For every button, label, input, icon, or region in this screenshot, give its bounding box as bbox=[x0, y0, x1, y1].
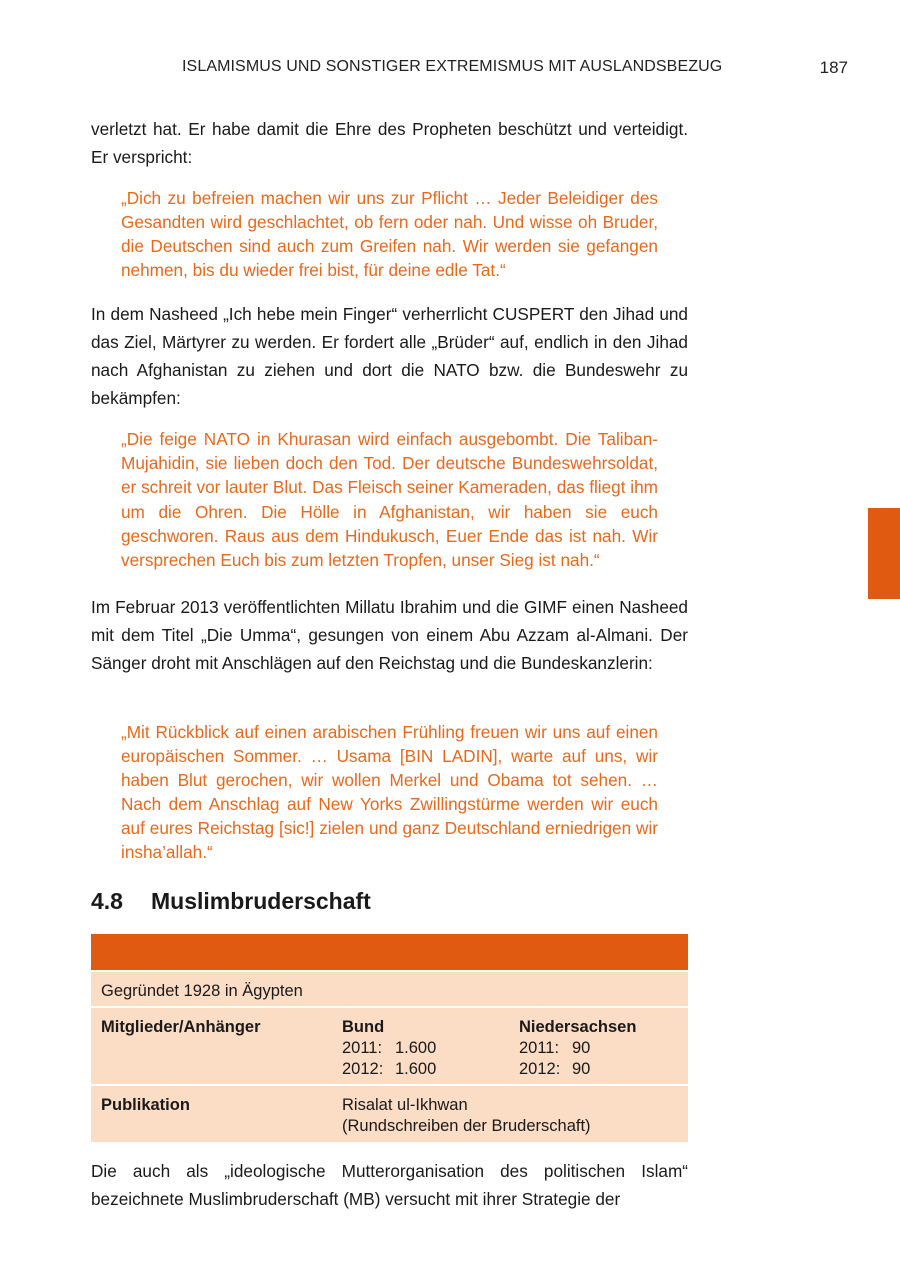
niedersachsen-label: Niedersachsen bbox=[519, 1018, 637, 1036]
table-row bbox=[91, 1084, 688, 1142]
count: 90 bbox=[572, 1039, 591, 1057]
members-label: Mitglieder/Anhänger bbox=[101, 1018, 261, 1036]
bund-row-2011 bbox=[342, 1038, 436, 1059]
count: 90 bbox=[572, 1060, 591, 1078]
fact-table bbox=[91, 934, 688, 1142]
section-number: 4.8 bbox=[91, 888, 123, 914]
publication-cell bbox=[342, 1095, 591, 1137]
quote-2: „Die feige NATO in Khurasan wird einfach ausgebombt. Die Taliban-Mujahidin, sie lieben doch den Tod. Der deutsche Bundeswehrsoldat, er schreit vor lauter Blut. Das Fleisch seiner Kameraden, das fliegt ihm um die Ohren. Die Hölle in Afghanistan, wir haben sie euch geschworen. Raus aus dem Hindukusch, Euer Ende das ist nah. Wir versprechen Euch bis zum letzten Tropfen, unser Sieg ist nah.“ bbox=[121, 429, 658, 571]
year: 2012: bbox=[519, 1060, 561, 1078]
paragraph-1: verletzt hat. Er habe damit die Ehre des Propheten beschützt und verteidigt. Er verspricht: bbox=[91, 119, 688, 167]
quote-3: „Mit Rückblick auf einen arabischen Frühling freuen wir uns auf einen europäischen Sommer. … Usama [BIN LADIN], warte auf uns, wir haben Blut gerochen, wir wollen Merkel und Obama tot sehen. … Nach dem Anschlag auf New Yorks Zwillingstürme werden wir euch auf eures Reichstag [sic!] zielen und ganz Deutschland erniedrigen wir insha’allah.“ bbox=[121, 722, 658, 862]
niedersachsen-cell bbox=[519, 1017, 636, 1080]
table-header-bar bbox=[91, 934, 688, 970]
bund-label: Bund bbox=[342, 1018, 385, 1036]
count: 1.600 bbox=[395, 1039, 437, 1057]
quote-1: „Dich zu befreien machen wir uns zur Pflicht … Jeder Beleidiger des Gesandten wird geschlachtet, ob fern oder nah. Und wisse oh Bruder, die Deutschen sind auch zum Greifen nah. Wir werden sie gefangen nehmen, bis du wieder frei bist, für deine edle Tat.“ bbox=[121, 188, 658, 280]
paragraph-3: Im Februar 2013 veröffentlichten Millatu Ibrahim und die GIMF einen Nasheed mit dem Titel „Die Umma“, gesungen von einem Abu Azzam al-Almani. Der Sänger droht mit Anschlägen auf den Reichstag und die Bundeskanzlerin: bbox=[91, 597, 688, 673]
paragraph-4: Die auch als „ideologische Mutterorganisation des politischen Islam“ bezeichnete Muslimbruderschaft (MB) versucht mit ihrer Strategie der bbox=[91, 1161, 688, 1209]
niedersachsen-row-2011 bbox=[519, 1038, 636, 1059]
publication-title: Risalat ul-Ikhwan bbox=[342, 1096, 468, 1114]
founded-cell: Gegründet 1928 in Ägypten bbox=[101, 982, 303, 1000]
year: 2011: bbox=[519, 1039, 560, 1057]
table-row bbox=[91, 1006, 688, 1084]
bund-row-2012 bbox=[342, 1059, 436, 1080]
page-number: 187 bbox=[819, 58, 848, 77]
niedersachsen-row-2012 bbox=[519, 1059, 636, 1080]
year: 2012: bbox=[342, 1060, 384, 1078]
section-title: Muslimbruderschaft bbox=[151, 888, 371, 914]
paragraph-2: In dem Nasheed „Ich hebe mein Finger“ verherrlicht CUSPERT den Jihad und das Ziel, Märtyrer zu werden. Er fordert alle „Brüder“ auf, endlich in den Jihad nach Afghanistan zu ziehen und dort die NATO bzw. die Bundeswehr zu bekämpfen: bbox=[91, 304, 688, 408]
publication-subtitle: (Rundschreiben der Bruderschaft) bbox=[342, 1117, 591, 1135]
table-row bbox=[91, 970, 688, 1006]
bund-cell bbox=[342, 1017, 436, 1080]
publication-label: Publikation bbox=[101, 1096, 190, 1114]
running-head: ISLAMISMUS UND SONSTIGER EXTREMISMUS MIT AUSLANDSBEZUG bbox=[182, 58, 723, 75]
section-heading bbox=[91, 888, 371, 915]
chapter-side-tab bbox=[868, 508, 900, 599]
count: 1.600 bbox=[395, 1060, 437, 1078]
year: 2011: bbox=[342, 1039, 383, 1057]
